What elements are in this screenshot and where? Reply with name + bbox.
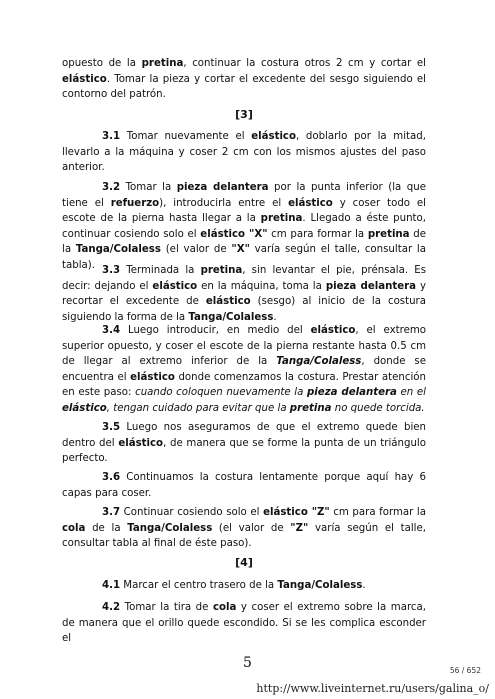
bold-term: pieza delantera <box>176 182 269 193</box>
text: . Llegado a éste punto, continuar cosiendo solo el <box>62 213 426 240</box>
text: , el extremo superior opuesto, y coser el escote de la pierna restante hasta 0.5 cm de llegar al extremo inferior de la <box>62 325 426 367</box>
bold-term: elástico <box>310 325 356 336</box>
bold-term: Tanga/Colaless <box>277 580 363 591</box>
text: Luego introducir, en medio del <box>120 325 311 336</box>
section-heading-4: [4] <box>235 556 253 569</box>
bold-term: elástico <box>205 296 251 307</box>
step-number: 3.2 <box>102 182 121 193</box>
text: cm para formar la <box>329 507 426 518</box>
bold-term: elástico <box>152 280 198 292</box>
text: Continuar cosiendo solo el <box>120 507 264 518</box>
italic-text: , tengan cuidado para evitar que la <box>106 402 290 414</box>
bold-italic-term: Tanga/Colaless <box>276 356 362 367</box>
bold-term: pretina <box>367 228 410 240</box>
text: de la <box>62 228 426 255</box>
page-counter: 56 / 652 <box>449 666 481 675</box>
bold-term: elástico "Z" <box>263 507 330 518</box>
page-number: 5 <box>243 655 252 671</box>
bold-term: elástico <box>118 437 164 449</box>
bold-italic-term: pieza delantera <box>307 387 397 398</box>
step-3-1 <box>62 129 426 176</box>
bold-term: elástico <box>130 371 175 383</box>
bold-term: Tanga/Colaless <box>188 311 274 323</box>
step-number: 3.7 <box>102 507 121 518</box>
bold-italic-term: pretina <box>289 402 332 414</box>
text: en la máquina, toma la <box>197 280 326 292</box>
watermark-url: http://www.liveinternet.ru/users/galina_o/ <box>256 682 489 695</box>
text: cm para formar la <box>267 228 368 240</box>
bold-term: cola <box>212 602 237 613</box>
bold-term: elástico <box>251 131 296 142</box>
text: Tomar la <box>120 182 177 193</box>
bold-term: Tanga/Colaless <box>75 244 161 255</box>
step-number: 3.5 <box>102 422 121 433</box>
step-3-2 <box>62 180 426 273</box>
bold-term: cola <box>62 522 86 534</box>
text: varía según el talle, consultar la tabla). <box>62 244 427 271</box>
italic-text: no quede torcida. <box>331 402 425 414</box>
step-number: 3.1 <box>102 131 121 142</box>
bold-term: elástico <box>62 73 107 85</box>
step-3-4 <box>62 323 426 416</box>
bold-term: pretina <box>200 265 243 276</box>
italic-text: cuando coloquen nuevamente la <box>135 387 307 398</box>
italic-text: en el <box>396 387 426 398</box>
text: Marcar el centro trasero de la <box>120 580 278 591</box>
step-3-3 <box>62 263 426 325</box>
text: , continuar la costura otros 2 cm y cortar el <box>183 58 426 69</box>
step-number: 4.1 <box>102 580 121 591</box>
text: , de manera que se forme la punta de un triángulo perfecto. <box>62 437 426 464</box>
step-number: 4.2 <box>102 602 121 613</box>
text: y coser todo el escote de la pierna hasta llegar a la <box>62 197 426 224</box>
step-3-7 <box>62 505 426 552</box>
text: Terminada la <box>120 265 201 276</box>
bold-term: elástico "X" <box>200 228 268 240</box>
text: (el valor de <box>160 244 232 255</box>
text: , sin levantar el pie, prénsala. Es decir: dejando el <box>62 265 427 292</box>
bold-term: Tanga/Colaless <box>127 522 213 534</box>
text: por la punta inferior (la que tiene el <box>62 182 426 209</box>
text: y recortar el excedente de <box>62 280 426 307</box>
step-number: 3.6 <box>102 472 121 483</box>
section-heading-3: [3] <box>235 108 253 121</box>
text: Tomar la tira de <box>120 602 213 613</box>
text: (el valor de <box>212 522 291 534</box>
text: . <box>362 580 366 591</box>
step-number: 3.3 <box>102 265 121 276</box>
text: Tomar nuevamente el <box>120 131 252 142</box>
bold-term: elástico <box>288 197 333 209</box>
text: , doblarlo por la mitad, llevarlo a la máquina y coser 2 cm con los mismos ajustes del paso anterior. <box>62 131 426 173</box>
text: Continuamos la costura lentamente porque aquí hay 6 capas para coser. <box>62 472 426 499</box>
bold-term: "X" <box>231 244 250 255</box>
text: y coser el extremo sobre la marca, de manera que el orillo quede escondido. Si se les complica esconder el <box>62 602 426 644</box>
text: opuesto de la <box>62 58 142 69</box>
bold-term: refuerzo <box>110 197 160 209</box>
text: varía según el talle, consultar tabla al final de éste paso). <box>62 522 426 549</box>
text: donde comenzamos la costura. Prestar atención en este paso: <box>62 371 426 398</box>
bold-italic-term: elástico <box>62 402 107 414</box>
text: , donde se encuentra el <box>62 356 426 383</box>
text: ), introducirla entre el <box>159 197 289 209</box>
text: . Tomar la pieza y cortar el excedente del sesgo siguiendo el contorno del patrón. <box>62 73 426 100</box>
step-3-6 <box>62 470 426 501</box>
step-4-1 <box>62 578 426 594</box>
bold-term: pretina <box>260 213 303 224</box>
step-number: 3.4 <box>102 325 121 336</box>
step-3-5 <box>62 420 426 467</box>
bold-term: "Z" <box>290 522 309 534</box>
intro-paragraph <box>62 56 426 103</box>
bold-term: pretina <box>141 58 184 69</box>
bold-term: pieza delantera <box>325 280 417 292</box>
step-4-2 <box>62 600 426 647</box>
text: . <box>273 311 277 323</box>
text: de la <box>85 522 128 534</box>
text: Luego nos aseguramos de que el extremo quede bien dentro del <box>62 422 426 449</box>
text: (sesgo) al inicio de la costura siguiendo la forma de la <box>62 296 426 323</box>
